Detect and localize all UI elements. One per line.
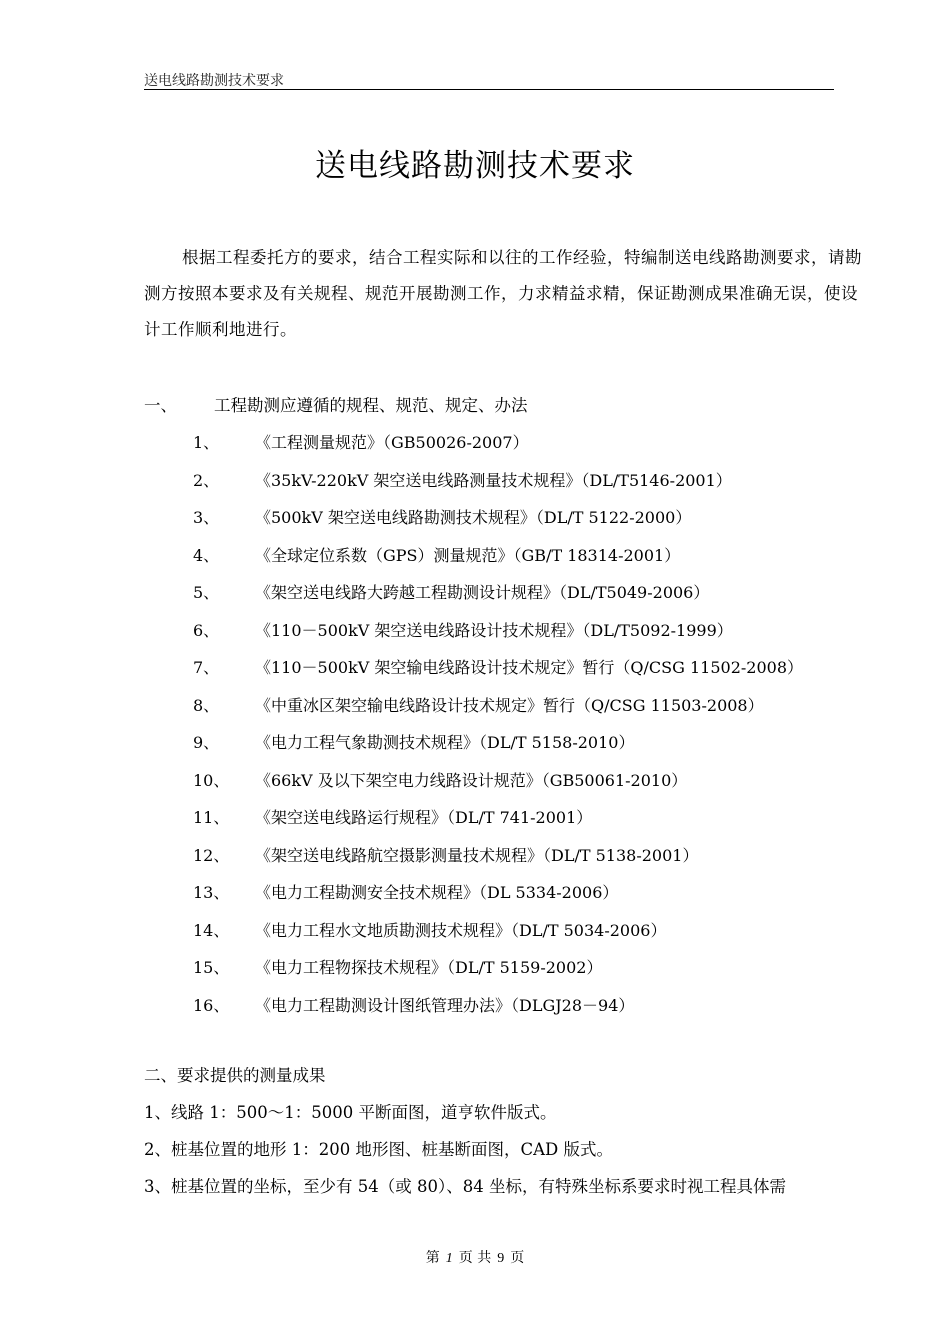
list-item-index: 7、 [193,658,220,677]
section-2-heading: 二、要求提供的测量成果 [144,1066,326,1085]
list-item [193,429,803,467]
list-item-text: 《35kV-220kV 架空送电线路测量技术规程》（DL/T5146-2001） [255,470,732,490]
list-item-text: 《电力工程勘测安全技术规程》（DL 5334-2006） [255,883,619,902]
section-2-line: 3、桩基位置的坐标，至少有 54（或 80）、84 坐标，有特殊坐标系要求时视工程具体需 [144,1177,786,1196]
list-item-text: 《架空送电线路运行规程》（DL/T 741-2001） [255,808,593,827]
list-item-text: 《500kV 架空送电线路勘测技术规程》（DL/T 5122-2000） [255,508,692,527]
section-2 [144,1062,864,1210]
list-item-text: 《66kV 及以下架空电力线路设计规范》（GB50061-2010） [255,770,688,790]
section-1-title: 工程勘测应遵循的规程、规范、规定、办法 [214,396,528,415]
section-1-heading [144,392,528,416]
list-item-index: 15、 [193,958,230,977]
list-item [193,879,803,917]
running-header: 送电线路勘测技术要求 [144,73,284,89]
list-item-index: 6、 [193,620,220,640]
list-item-index: 10、 [193,770,230,790]
list-item [193,992,803,1030]
list-item-index: 11、 [193,808,230,827]
list-item-text: 《架空送电线路航空摄影测量技术规程》（DL/T 5138-2001） [255,845,699,865]
section-2-line: 2、桩基位置的地形 1：200 地形图、桩基断面图，CAD 版式。 [144,1140,613,1159]
footer-prefix: 第 [425,1250,440,1266]
footer-total-pages: 9 [497,1251,505,1266]
footer-page-number: 1 [445,1251,453,1266]
list-item-text: 《电力工程水文地质勘测技术规程》（DL/T 5034-2006） [255,920,667,940]
list-item-text: 《中重冰区架空输电线路设计技术规定》暂行（Q/CSG 11503-2008） [255,695,764,715]
list-item-text: 《110－500kV 架空送电线路设计技术规程》（DL/T5092-1999） [255,620,733,640]
list-item [193,767,803,805]
header-rule [144,89,834,90]
list-item-index: 13、 [193,883,230,902]
list-item [193,917,803,955]
page-footer [0,1247,950,1267]
list-item-text: 《电力工程勘测设计图纸管理办法》（DLGJ28－94） [255,995,635,1015]
list-item [193,467,803,505]
list-item [193,542,803,580]
list-item [193,804,803,842]
list-item [193,692,803,730]
standards-list [193,429,803,1029]
list-item-index: 14、 [193,920,230,940]
list-item [193,579,803,617]
list-item-text: 《电力工程气象勘测技术规程》（DL/T 5158-2010） [255,733,635,752]
list-item-text: 《架空送电线路大跨越工程勘测设计规程》（DL/T5049-2006） [255,583,710,602]
footer-suffix: 页 [510,1250,525,1266]
list-item [193,842,803,880]
list-item-index: 3、 [193,508,220,527]
list-item-index: 4、 [193,545,220,565]
list-item-index: 8、 [193,695,220,715]
list-item-text: 《110－500kV 架空输电线路设计技术规定》暂行（Q/CSG 11502-2008） [255,658,804,677]
list-item-text: 《电力工程物探技术规程》（DL/T 5159-2002） [255,958,603,977]
list-item-text: 《全球定位系数（GPS）测量规范》（GB/T 18314-2001） [255,545,681,565]
list-item-index: 16、 [193,995,230,1015]
list-item-index: 2、 [193,470,220,490]
list-item-index: 9、 [193,733,220,752]
list-item [193,654,803,692]
section-1-number: 一、 [144,396,177,415]
list-item [193,954,803,992]
section-2-line: 1、线路 1：500～1：5000 平断面图，道亨软件版式。 [144,1103,557,1122]
list-item-index: 1、 [193,433,220,452]
list-item [193,617,803,655]
list-item [193,504,803,542]
list-item [193,729,803,767]
document-title: 送电线路勘测技术要求 [315,148,635,184]
footer-middle: 页 共 [458,1250,492,1266]
list-item-index: 12、 [193,845,230,865]
list-item-text: 《工程测量规范》（GB50026-2007） [255,433,529,452]
list-item-index: 5、 [193,583,220,602]
intro-paragraph: 根据工程委托方的要求，结合工程实际和以往的工作经验，特编制送电线路勘测要求，请勘测方按照本要求及有关规程、规范开展勘测工作，力求精益求精，保证勘测成果准确无误，使设计工作顺利地进行。 [144,248,862,339]
